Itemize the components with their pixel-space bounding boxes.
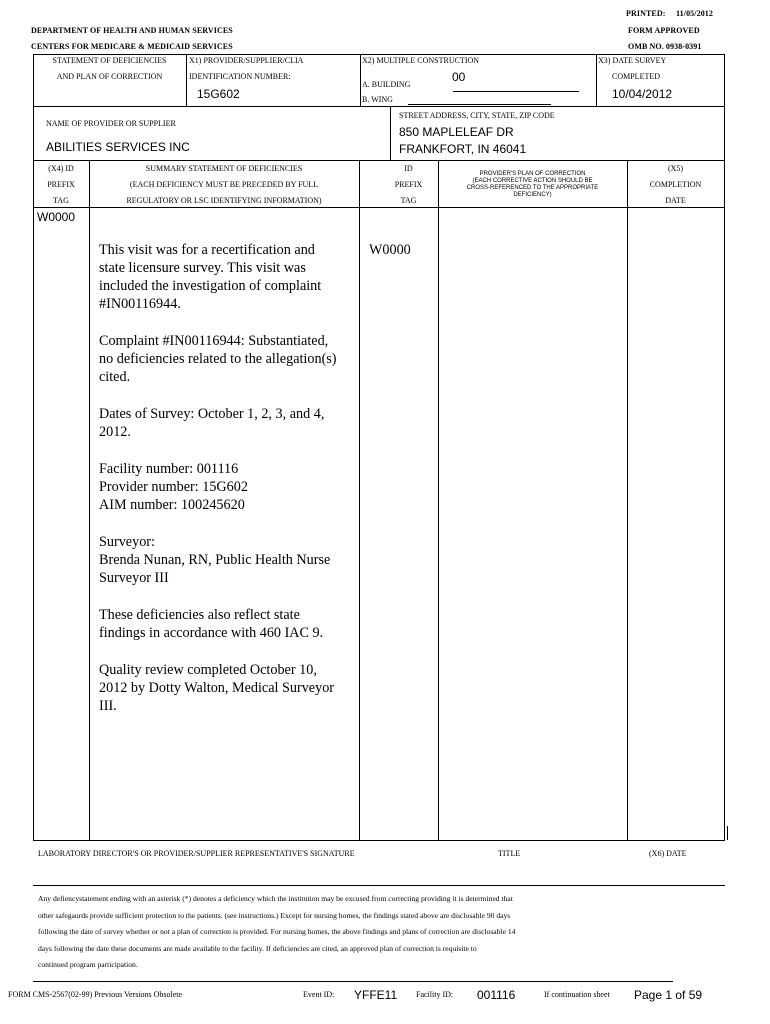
statement-label-line1: STATEMENT OF DEFICIENCIES (52, 56, 167, 65)
disclaimer-line: following the date of survey whether or not a plan of correction is provided. For nursing homes, the above findings and plans of correction are disclosable 14 (38, 927, 516, 936)
rule (33, 106, 725, 107)
statement-label-line2: AND PLAN OF CORRECTION (56, 72, 163, 81)
summary-paragraph: This visit was for a recertification and state licensure survey. This visit was included the investigation of complaint #IN00116944. (99, 242, 322, 312)
plan-header-line1: PROVIDER'S PLAN OF CORRECTION (479, 171, 586, 177)
rule (360, 54, 361, 106)
x3-label-line2: COMPLETED (612, 72, 660, 81)
rule (724, 54, 725, 840)
signature-date-label: (X6) DATE (649, 849, 687, 858)
rule (727, 826, 728, 840)
provider-name-label: NAME OF PROVIDER OR SUPPLIER (46, 119, 176, 128)
deficiency-summary (99, 241, 357, 734)
summary-paragraph: These deficiencies also reflect state findings in accordance with 460 IAC 9. (99, 607, 324, 641)
department-name: DEPARTMENT OF HEALTH AND HUMAN SERVICES (31, 26, 233, 35)
survey-date-value: 10/04/2012 (612, 87, 673, 101)
rule (390, 106, 391, 160)
summary-paragraph: Surveyor: Brenda Nunan, RN, Public Health Nurse Surveyor III (99, 534, 331, 586)
title-label: TITLE (498, 849, 521, 858)
building-label: A. BUILDING (362, 80, 411, 89)
id-header-line3: TAG (400, 196, 417, 205)
signature-label: LABORATORY DIRECTOR'S OR PROVIDER/SUPPLIER REPRESENTATIVE'S SIGNATURE (38, 849, 355, 858)
id-header-line2: PREFIX (394, 180, 423, 189)
summary-paragraph: Complaint #IN00116944: Substantiated, no deficiencies related to the allegation(s) cited. (99, 333, 337, 385)
plan-header-line4: DEFICIENCY) (513, 192, 552, 198)
disclaimer-line: days following the date these documents are made available to the facility. If deficiencies are cited, an approved plan of correction is requisite to (38, 943, 477, 953)
printed-label: PRINTED: (626, 9, 666, 18)
summary-header-line3: REGULATORY OR LSC IDENTIFYING INFORMATION) (126, 196, 322, 205)
summary-header-line1: SUMMARY STATEMENT OF DEFICIENCIES (145, 164, 303, 173)
rule (596, 54, 597, 106)
address-line2: FRANKFORT, IN 46041 (399, 142, 527, 156)
address-line1: 850 MAPLELEAF DR (399, 125, 514, 139)
rule (33, 885, 725, 886)
rule (33, 981, 673, 982)
building-underline (453, 91, 579, 92)
form-approved: FORM APPROVED (628, 26, 700, 35)
address-label: STREET ADDRESS, CITY, STATE, ZIP CODE (399, 111, 555, 120)
event-id-label: Event ID: (303, 990, 335, 999)
rule (33, 840, 725, 841)
centers-name: CENTERS FOR MEDICARE & MEDICAID SERVICES (31, 42, 233, 51)
multiple-construction-value: 00 (452, 70, 466, 84)
facility-id-value: 001116 (477, 988, 516, 1002)
x3-label-line1: X3) DATE SURVEY (598, 56, 667, 65)
summary-header-line2: (EACH DEFICIENCY MUST BE PRECEDED BY FULL (129, 180, 319, 189)
form-number: FORM CMS-2567(02-99) Previous Versions Obsolete (8, 990, 183, 999)
x1-label-line1: X1) PROVIDER/SUPPLIER/CLIA (189, 56, 304, 65)
wing-label: B. WING (362, 95, 393, 104)
plan-header (438, 171, 627, 199)
plan-header-line3: CROSS-REFERENCED TO THE APPROPRIATE (466, 185, 599, 191)
x4-header-line2: PREFIX (47, 180, 75, 189)
facility-id-label: Facility ID: (416, 990, 454, 999)
rule (33, 160, 725, 161)
rule (33, 207, 725, 208)
disclaimer-text (38, 891, 718, 974)
provider-id-value: 15G602 (197, 87, 240, 101)
disclaimer-line: Any defiencystatement ending with an asterisk (*) denotes a deficiency which the institution may be excused from correcting providing it is determined that (38, 894, 513, 903)
rule (438, 160, 439, 840)
rule (186, 54, 187, 106)
rule (33, 54, 725, 55)
rule (627, 160, 628, 840)
wing-underline (408, 104, 551, 105)
prefix-tag: W0000 (37, 210, 76, 224)
summary-paragraph: Facility number: 001116 Provider number: 15G602 AIM number: 100245620 (99, 461, 248, 513)
id-prefix-tag: W0000 (369, 242, 411, 258)
plan-header-line2: (EACH CORRECTIVE ACTION SHOULD BE (472, 178, 593, 184)
rule (89, 160, 90, 840)
disclaimer-line: other safegaurds provide sufficient protection to the patients. (see instructions.) Except for nursing homes, the findings stated above are disclosable 90 days (38, 910, 511, 920)
id-header-line1: ID (404, 164, 413, 173)
x1-label-line2: IDENTIFICATION NUMBER: (189, 72, 291, 81)
x4-header-line1: (X4) ID (48, 164, 74, 173)
x2-label: X2) MULTIPLE CONSTRUCTION (362, 56, 480, 65)
omb-number: OMB NO. 0938-0391 (628, 42, 702, 51)
disclaimer-line: continued program participation. (38, 960, 138, 969)
continuation-label: If continuation sheet (544, 990, 610, 999)
summary-paragraph: Dates of Survey: October 1, 2, 3, and 4, 2012. (99, 406, 325, 440)
printed-date: 11/05/2012 (676, 9, 714, 18)
x5-header-line3: DATE (665, 196, 686, 205)
summary-paragraph: Quality review completed October 10, 2012 by Dotty Walton, Medical Surveyor III. (99, 662, 335, 714)
page-number: Page 1 of 59 (634, 988, 703, 1002)
x4-header-line3: TAG (53, 196, 69, 205)
x5-header-line1: (X5) (667, 164, 684, 173)
provider-name-value: ABILITIES SERVICES INC (46, 140, 190, 154)
event-id-value: YFFE11 (354, 988, 398, 1002)
x5-header-line2: COMPLETION (649, 180, 702, 189)
rule (359, 160, 360, 840)
